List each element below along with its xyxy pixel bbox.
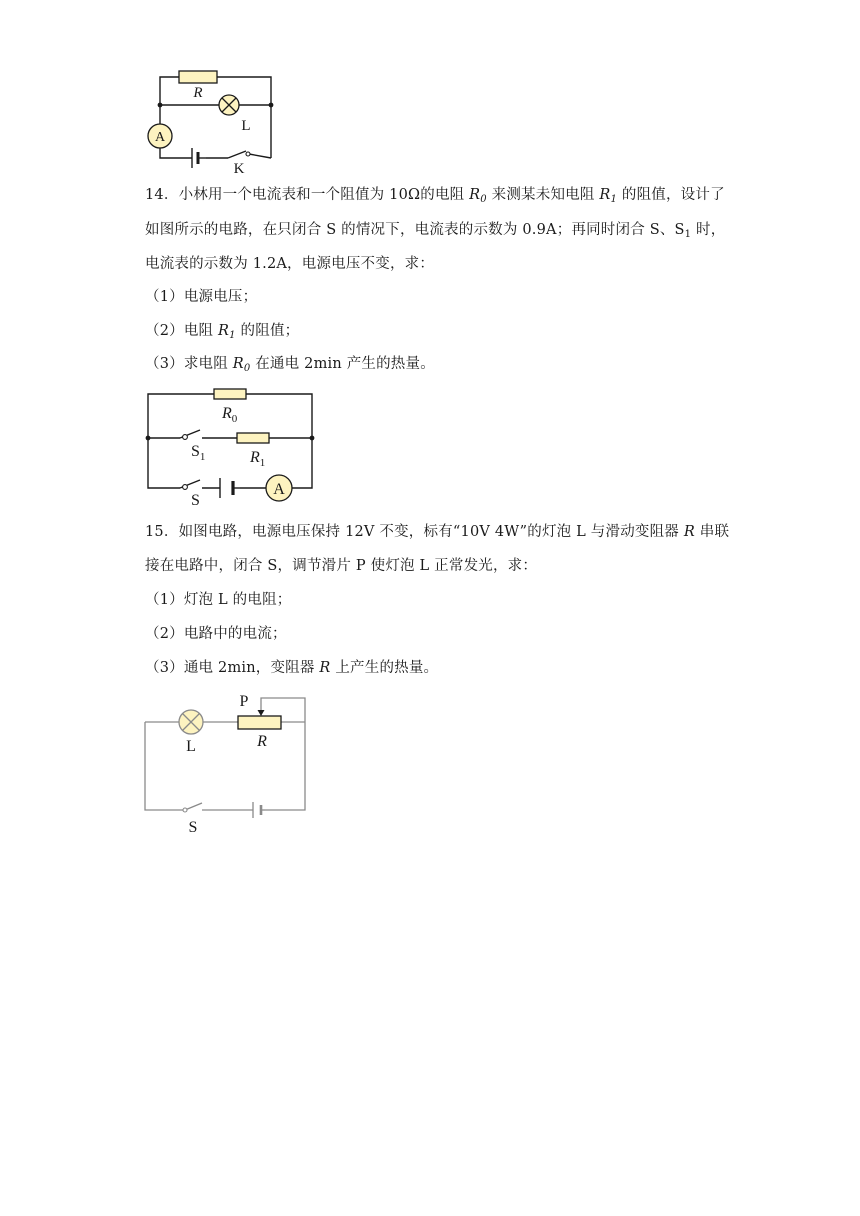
switch-s — [180, 480, 200, 489]
lamp-l — [219, 95, 239, 115]
q15-number: 15． — [145, 524, 179, 540]
q15-sub-question-1: （1）灯泡 L 的电阻； — [145, 592, 292, 608]
resistor-r0 — [214, 389, 246, 399]
rheostat-r — [238, 716, 281, 729]
switch-s1-label: $S_1$ — [191, 443, 206, 463]
slider-p-arrow — [258, 710, 265, 716]
q14-line-2: 如图所示的电路，在只闭合 S 的情况下，电流表的示数为 0.9A；再同时闭合 S、$S_1$ 时， — [145, 222, 726, 240]
rheostat-r-label: R — [257, 733, 267, 750]
slider-p-label: P — [239, 693, 249, 710]
switch-s — [183, 803, 202, 812]
switch-k-label: K — [233, 161, 245, 177]
resistor-r — [179, 71, 217, 83]
circuit-diagram-q13 — [140, 60, 290, 180]
resistor-r-label: R — [193, 85, 203, 101]
battery — [253, 802, 265, 818]
q14-number: 14． — [145, 187, 179, 203]
battery — [220, 478, 240, 498]
switch-s-label: S — [188, 819, 198, 836]
switch-s-label: S — [191, 492, 200, 509]
q14-line-3: 电流表的示数为 1.2A，电源电压不变，求： — [145, 256, 435, 272]
lamp-l-label: L — [241, 118, 251, 134]
q15-sub-question-3: （3）通电 2min，变阻器 R 上产生的热量。 — [145, 660, 439, 676]
circuit-diagram-q14 — [140, 385, 325, 510]
lamp-l-label: L — [186, 738, 196, 755]
q15-sub-question-2: （2）电路中的电流； — [145, 626, 287, 642]
q14-sub-question-1: （1）电源电压； — [145, 289, 258, 305]
switch-s1 — [180, 430, 200, 439]
ammeter — [148, 124, 172, 148]
q14-sub-question-3: （3）求电阻 $R_0$ 在通电 2min 产生的热量。 — [145, 356, 435, 374]
q15-line-1: 15．如图电路，电源电压保持 12V 不变，标有“10V 4W”的灯泡 L 与滑动变阻器 R 串联 — [145, 524, 730, 540]
resistor-r1 — [237, 433, 269, 443]
ammeter-label: A — [154, 130, 166, 145]
battery — [192, 148, 206, 168]
q14-sub-question-2: （2）电阻 $R_1$ 的阻值； — [145, 323, 300, 341]
lamp-l — [179, 710, 203, 734]
q15-line-2: 接在电路中，闭合 S，调节滑片 P 使灯泡 L 正常发光，求： — [145, 558, 538, 574]
resistor-r0-label: $R_0$ — [222, 405, 238, 425]
resistor-r1-label: $R_1$ — [250, 449, 266, 469]
ammeter — [266, 475, 292, 501]
switch-k — [228, 151, 250, 158]
ammeter-label: A — [273, 481, 285, 498]
q14-line-1: 14．小林用一个电流表和一个阻值为 10Ω的电阻 $R_0$ 来测某未知电阻 $R_1$ 的阻值，设计了 — [145, 187, 725, 205]
circuit-diagram-q15 — [135, 688, 315, 838]
